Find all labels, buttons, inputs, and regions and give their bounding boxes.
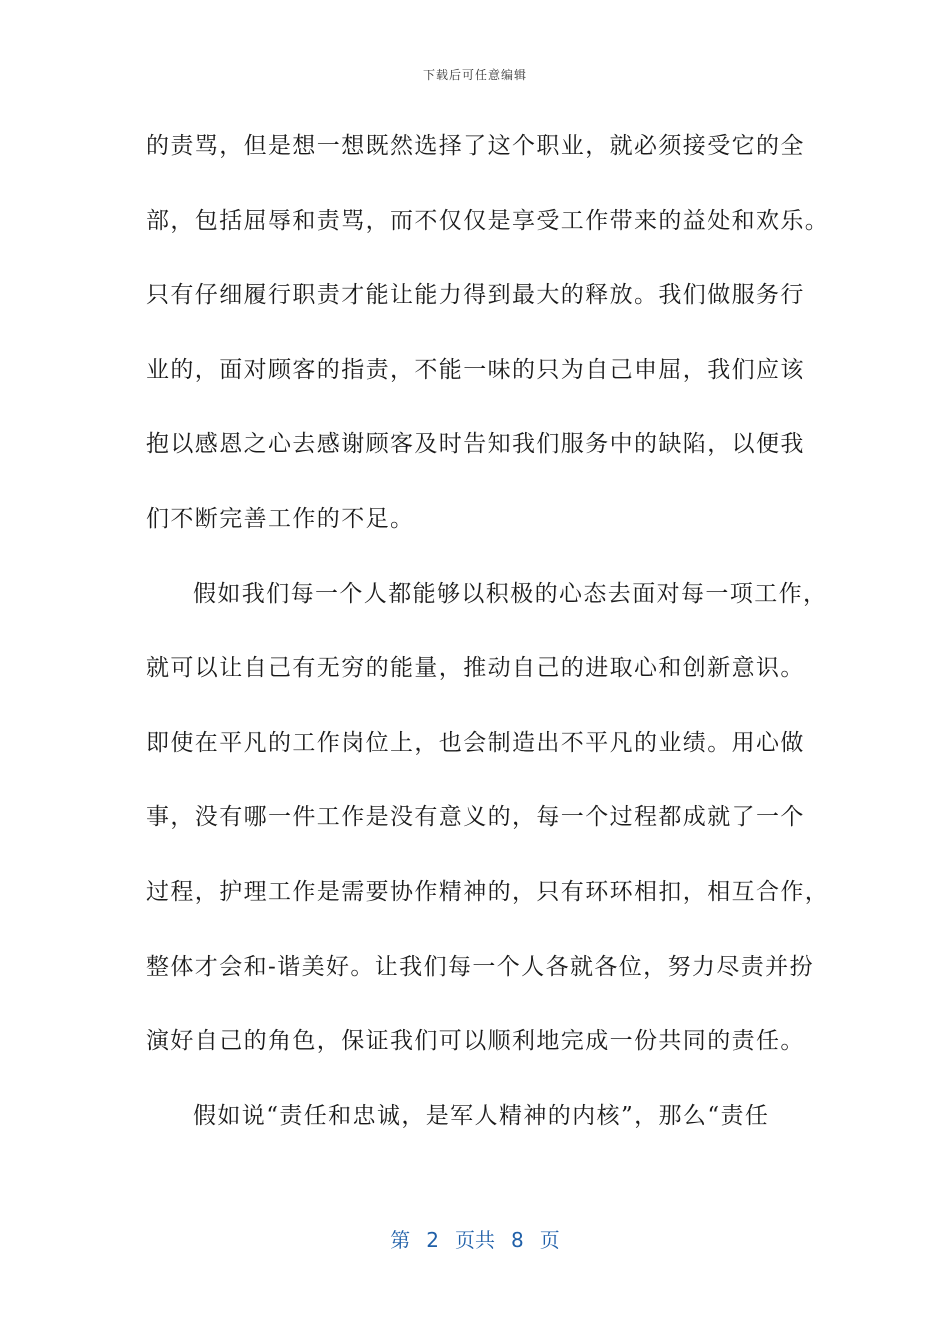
current-page-number: 2 <box>426 1228 439 1252</box>
text-line: 即使在平凡的工作岗位上，也会制造出不平凡的业绩。用心做 <box>146 729 805 756</box>
document-body <box>146 118 830 1162</box>
paragraph-first-line: 假如说“责任和忠诚，是军人精神的内核”，那么“责任 <box>193 1102 770 1129</box>
footer-prefix: 第 <box>390 1228 411 1252</box>
page-footer <box>0 1224 950 1253</box>
text-line: 们不断完善工作的不足。 <box>146 505 415 532</box>
text-line: 部，包括屈辱和责骂，而不仅仅是享受工作带来的益处和欢乐。 <box>146 207 830 234</box>
text-line: 事，没有哪一件工作是没有意义的，每一个过程都成就了一个 <box>146 804 805 831</box>
footer-suffix: 页 <box>539 1228 560 1252</box>
total-page-count: 8 <box>511 1228 524 1252</box>
page-header: 下载后可任意编辑 <box>422 68 527 82</box>
text-line: 的责骂，但是想一想既然选择了这个职业，就必须接受它的全 <box>146 133 805 159</box>
paragraph-first-line: 假如我们每一个人都能够以积极的心态去面对每一项工作， <box>193 580 828 607</box>
text-line: 整体才会和-谐美好。让我们每一个人各就各位，努力尽责并扮 <box>146 953 814 980</box>
text-line: 抱以感恩之心去感谢顾客及时告知我们服务中的缺陷，以便我 <box>146 431 805 458</box>
text-line: 业的，面对顾客的指责，不能一味的只为自己申屈，我们应该 <box>146 356 805 383</box>
footer-middle: 页共 <box>455 1228 495 1252</box>
text-line: 就可以让自己有无穷的能量，推动自己的进取心和创新意识。 <box>146 655 805 682</box>
text-line: 只有仔细履行职责才能让能力得到最大的释放。我们做服务行 <box>146 282 805 309</box>
text-line: 过程，护理工作是需要协作精神的，只有环环相扣，相互合作， <box>146 878 830 905</box>
text-line: 演好自己的角色，保证我们可以顺利地完成一份共同的责任。 <box>146 1028 805 1055</box>
